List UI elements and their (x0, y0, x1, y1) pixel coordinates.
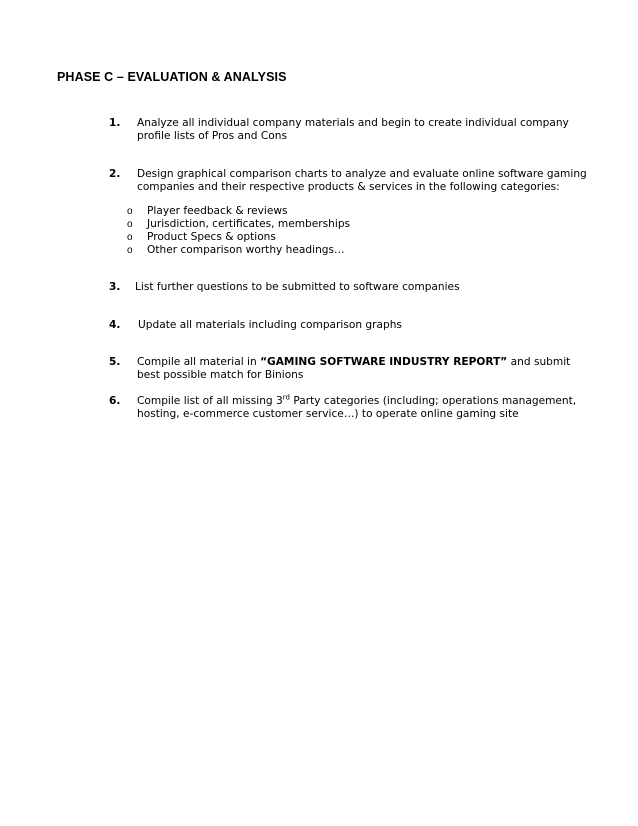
ordinal-superscript: rd (282, 393, 290, 402)
page-title: PHASE C – EVALUATION & ANALYSIS (57, 70, 287, 84)
item-line: best possible match for Binions (137, 369, 304, 382)
bullet-text: Player feedback & reviews (147, 205, 288, 217)
hollow-bullet-icon: o (127, 219, 133, 230)
bullet-text: Other comparison worthy headings… (147, 244, 345, 256)
item-number: 6. (109, 395, 121, 407)
item-text (135, 281, 595, 294)
item-line: Update all materials including comparison graphs (138, 319, 402, 331)
bullet-text: Product Specs & options (147, 231, 276, 243)
item-text (138, 319, 598, 332)
item-line (137, 395, 597, 408)
item-line: Design graphical comparison charts to analyze and evaluate online software gaming (137, 168, 587, 180)
item-number: 3. (109, 281, 121, 293)
item-text (137, 395, 597, 421)
item-text-suffix: Party categories (including; operations management, (289, 395, 577, 407)
hollow-bullet-icon: o (127, 245, 133, 256)
item-line: Analyze all individual company materials and begin to create individual company (137, 117, 569, 129)
hollow-bullet-icon: o (127, 232, 133, 243)
item-number: 5. (109, 356, 121, 368)
item-text (137, 117, 597, 143)
bullet-text: Jurisdiction, certificates, memberships (147, 218, 351, 230)
item-text-prefix: Compile all material in (137, 356, 261, 368)
item-text (137, 356, 597, 382)
report-name: “GAMING SOFTWARE INDUSTRY REPORT” (260, 356, 508, 368)
item-line: hosting, e-commerce customer service…) to operate online gaming site (137, 408, 519, 421)
item-line: List further questions to be submitted to software companies (135, 281, 460, 293)
item-line: profile lists of Pros and Cons (137, 130, 287, 143)
item-number: 1. (109, 117, 121, 129)
item-text-prefix: Compile list of all missing 3 (137, 395, 283, 407)
hollow-bullet-icon: o (127, 206, 133, 217)
item-number: 2. (109, 168, 121, 180)
item-number: 4. (109, 319, 121, 331)
item-line: companies and their respective products & services in the following categories: (137, 181, 560, 194)
item-text-suffix: and submit (507, 356, 571, 368)
item-text (137, 168, 597, 194)
item-line (137, 356, 597, 369)
